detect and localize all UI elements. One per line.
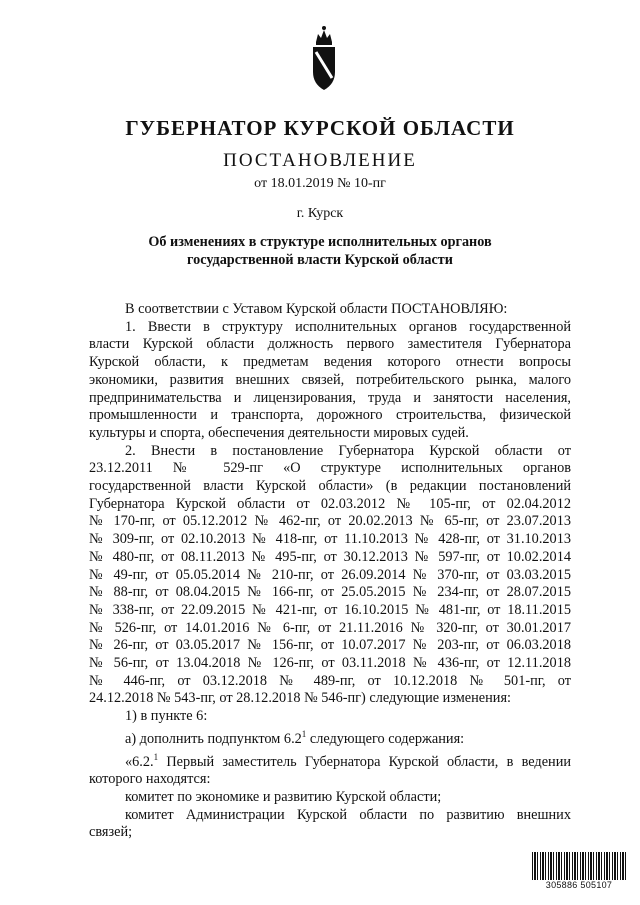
coat-of-arms-emblem: [304, 20, 344, 100]
body-line: Губернатора Курской области от 02.03.2012 № 105-пг, от 02.04.2012: [89, 495, 571, 512]
body-line: которого находятся:: [89, 771, 211, 788]
document-city: г. Курск: [296, 206, 344, 221]
body-line: Курской области, к предметам ведения которого отнести вопросы: [89, 354, 571, 371]
body-line: культуры и спорта, обеспечения деятельности мировых судей.: [89, 424, 469, 441]
body-line: связей;: [89, 824, 133, 841]
body-line: 24.12.2018 № 543-пг, от 28.12.2018 № 546-пг) следующие изменения:: [89, 690, 512, 707]
body-line: № 309-пг, от 02.10.2013 № 418-пг, от 11.10.2013 № 428-пг, от 31.10.2013: [89, 531, 571, 548]
authority-title: ГУБЕРНАТОР КУРСКОЙ ОБЛАСТИ: [125, 116, 515, 140]
body-line: № 338-пг, от 22.09.2015 № 421-пг, от 16.10.2015 № 481-пг, от 18.11.2015: [89, 601, 571, 618]
body-line: предпринимательства и лицензирования, труда и занятости населения,: [89, 389, 571, 406]
body-line: № 56-пг, от 13.04.2018 № 126-пг, от 03.11.2018 № 436-пг, от 12.11.2018: [89, 655, 571, 672]
body-line: № 170-пг, от 05.12.2012 № 462-пг, от 20.02.2013 № 65-пг, от 23.07.2013: [89, 513, 571, 530]
subject-line: Об изменениях в структуре исполнительных органов: [148, 234, 492, 250]
superscript: 1: [301, 728, 307, 739]
body-line: государственной власти Курской области» (в редакции постановлений: [89, 478, 571, 495]
body-line: экономики, развития внешних связей, потребительского рынка, малого: [89, 371, 571, 388]
body-line: власти Курской области должность первого заместителя Губернатора: [89, 336, 571, 353]
body-line: № 88-пг, от 08.04.2015 № 166-пг, от 25.05.2015 № 234-пг, от 28.07.2015: [89, 584, 571, 601]
body-line: № 446-пг, от 03.12.2018 № 489-пг, от 10.12.2018 № 501-пг, от: [89, 672, 571, 689]
document-type: ПОСТАНОВЛЕНИЕ: [223, 150, 417, 171]
body-line: В соответствии с Уставом Курской области ПОСТАНОВЛЯЮ:: [125, 301, 508, 317]
body-line: № 26-пг, от 03.05.2017 № 156-пг, от 10.07.2017 № 203-пг, от 06.03.2018: [89, 637, 571, 654]
document-date-number: от 18.01.2019 № 10-пг: [254, 176, 386, 191]
body-line: комитет Администрации Курской области по развитию внешних: [125, 806, 571, 823]
body-text: а) дополнить подпунктом 6.2: [125, 730, 302, 747]
subject-line: государственной власти Курской области: [187, 252, 453, 268]
body-line: [89, 726, 571, 749]
barcode-bars: [532, 852, 626, 880]
document-body: [89, 301, 571, 842]
body-text: следующего содержания:: [306, 730, 465, 747]
body-line: № 480-пг, от 08.11.2013 № 495-пг, от 30.12.2013 № 597-пг, от 10.02.2014: [89, 548, 571, 565]
body-line: 23.12.2011 № 529-пг «О структуре исполнительных органов: [89, 460, 571, 477]
body-text: Первый заместитель Губернатора Курской области, в ведении: [158, 753, 571, 770]
body-line: 1. Ввести в структуру исполнительных органов государственной: [125, 318, 571, 335]
body-line: 1) в пункте 6:: [125, 708, 208, 725]
body-text: «6.2.: [125, 753, 154, 770]
superscript: 1: [153, 751, 159, 762]
body-line: 2. Внести в постановление Губернатора Курской области от: [125, 442, 571, 459]
body-line: № 49-пг, от 05.05.2014 № 210-пг, от 26.09.2014 № 370-пг, от 03.03.2015: [89, 566, 571, 583]
document-subject: [80, 233, 560, 269]
body-line: № 526-пг, от 14.01.2016 № 6-пг, от 21.11.2016 № 320-пг, от 30.01.2017: [89, 619, 571, 636]
barcode: [532, 852, 626, 890]
body-line: [89, 749, 571, 772]
body-line: промышленности и транспорта, дорожного строительства, физической: [89, 407, 571, 424]
barcode-number: 305886 505107: [545, 880, 613, 890]
body-line: комитет по экономике и развитию Курской области;: [125, 788, 442, 805]
